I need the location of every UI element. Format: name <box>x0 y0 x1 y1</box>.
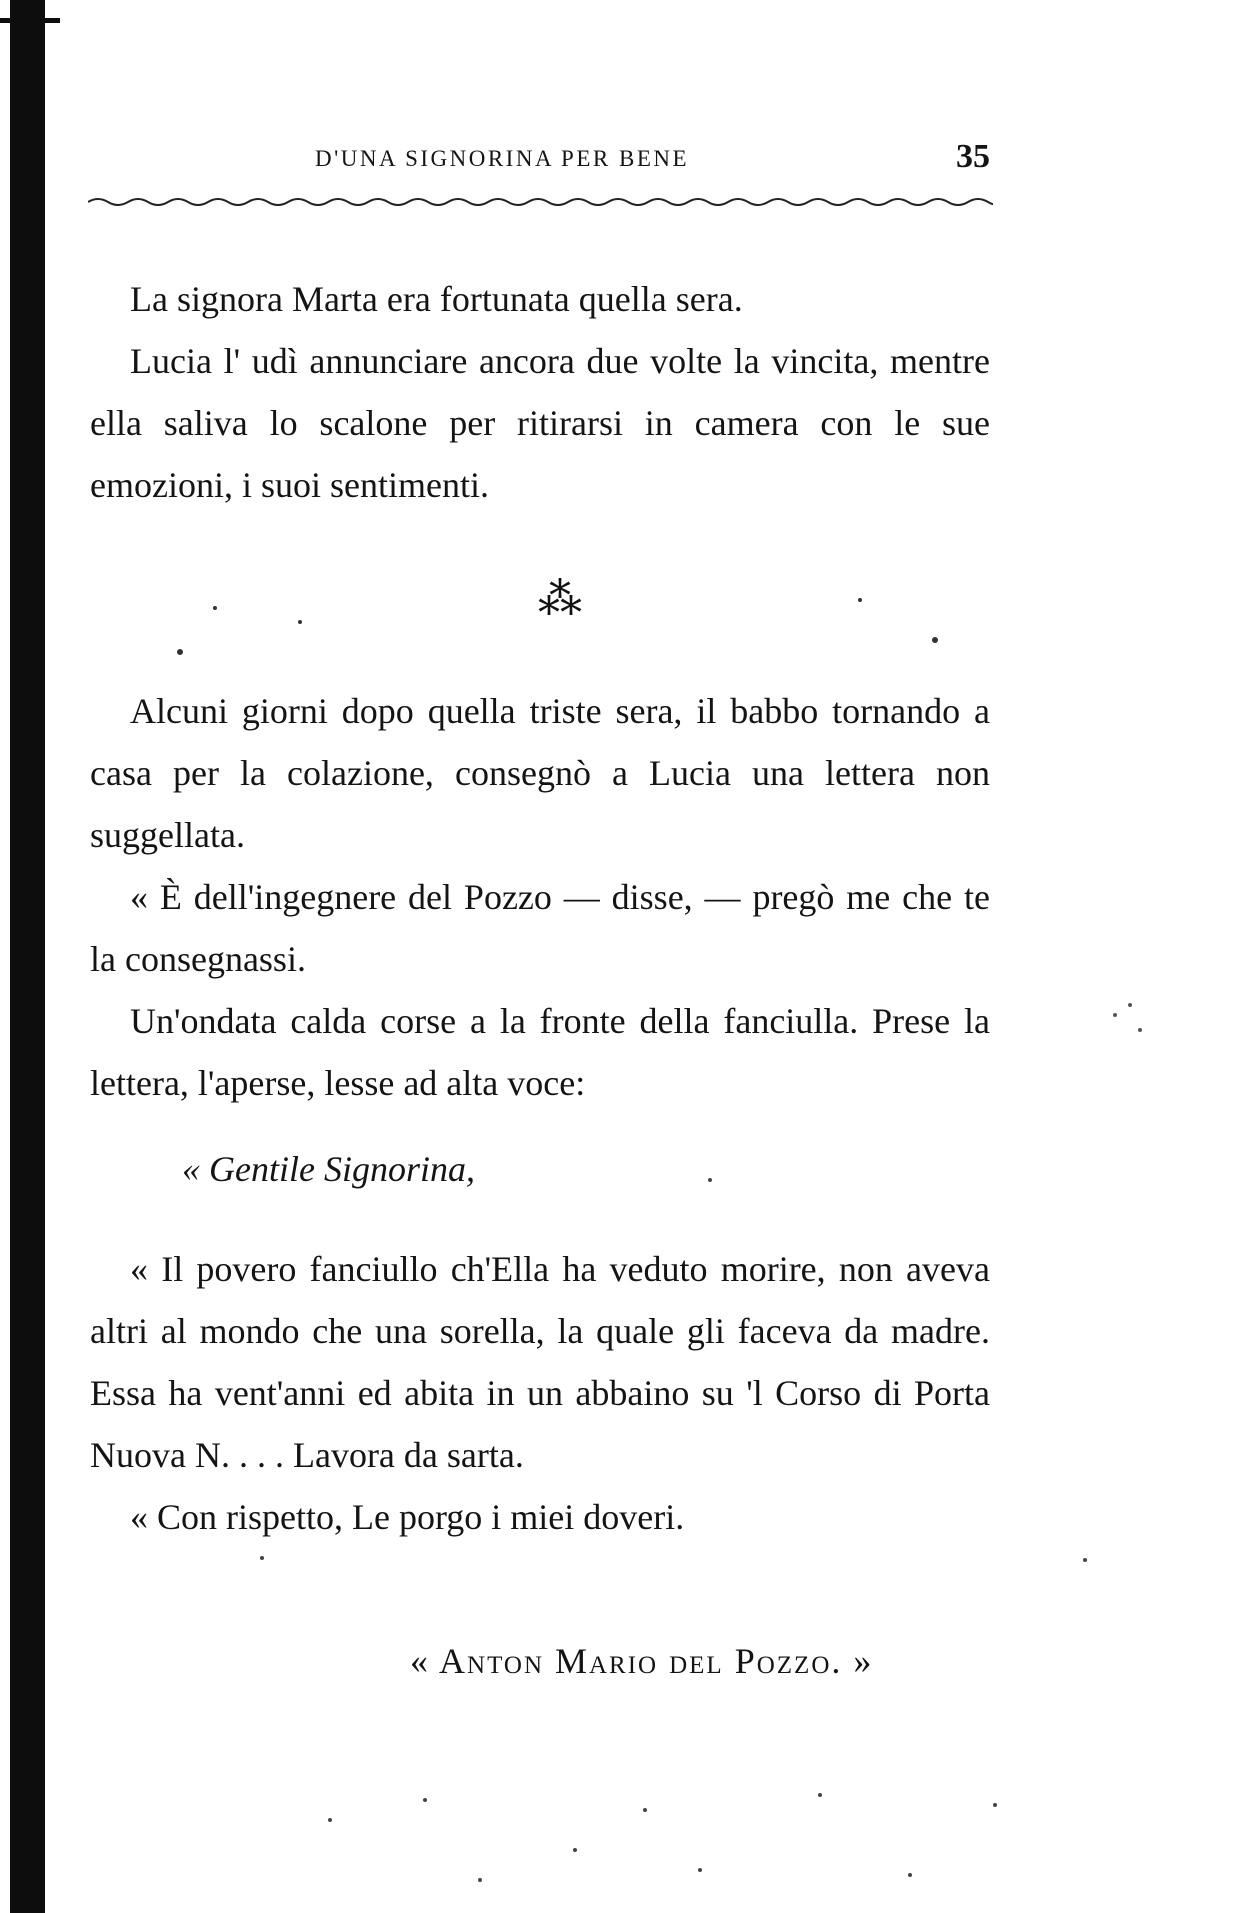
running-head: D'UNA SIGNORINA PER BENE <box>315 146 690 171</box>
wavy-header-rule <box>88 190 993 210</box>
paragraph: « Con rispetto, Le porgo i miei doveri. <box>130 1497 685 1537</box>
asterism-ornament <box>510 568 610 628</box>
page-header <box>90 138 990 188</box>
narrative-text-block <box>90 680 990 1114</box>
letter-signature: « Anton Mario del Pozzo. » <box>410 1641 874 1681</box>
paragraph: « È dell'ingegnere del Pozzo — disse, — pregò me che te la consegnassi. <box>90 877 990 979</box>
letter-body <box>90 1238 990 1548</box>
page-number: 35 <box>956 138 990 175</box>
paragraph: Alcuni giorni dopo quella triste sera, il babbo tornando a casa per la colazione, consegnò a Lucia una lettera non suggellata. <box>90 691 990 855</box>
paragraph: Un'ondata calda corse a la fronte della fanciulla. Prese la lettera, l'aperse, lesse ad alta voce: <box>90 1001 990 1103</box>
opening-text-block <box>90 268 990 516</box>
spine-edge-mark <box>0 18 60 23</box>
paragraph: « Il povero fanciullo ch'Ella ha veduto morire, non aveva altri al mondo che una sorella, la quale gli faceva da madre. Essa ha vent'anni ed abita in un abbaino su 'l Corso di Porta Nuova N. . . . Lavora da sarta. <box>90 1249 990 1475</box>
paragraph: La signora Marta era fortunata quella sera. <box>130 279 743 319</box>
asterism-glyph: ⁂ <box>538 574 582 625</box>
book-spine-shadow <box>10 0 45 1913</box>
paragraph: Lucia l' udì annunciare ancora due volte la vincita, mentre ella saliva lo scalone per ritirarsi in camera con le sue emozioni, i suoi sentimenti. <box>90 341 990 505</box>
letter-salutation: « Gentile Signorina, <box>182 1149 475 1189</box>
